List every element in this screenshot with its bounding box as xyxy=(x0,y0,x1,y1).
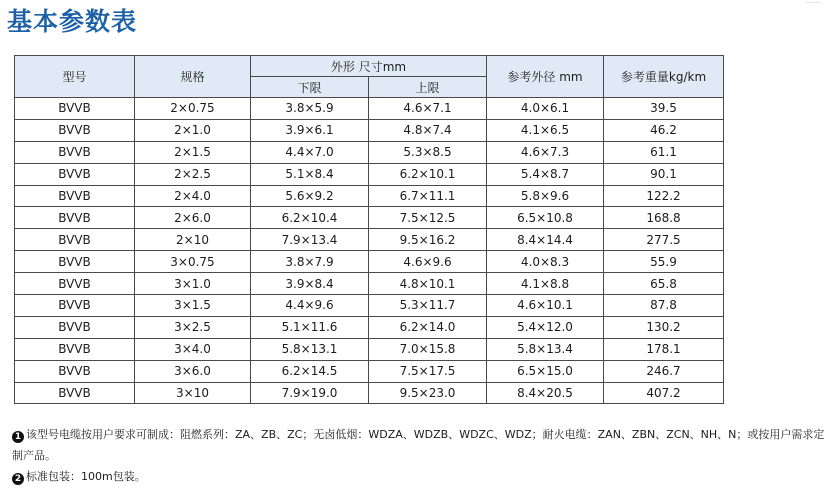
note-2 xyxy=(12,466,828,487)
cell-ref-outer-diameter: 5.8×9.6 xyxy=(487,185,604,207)
table-row xyxy=(15,119,724,141)
cell-ref-weight: 168.8 xyxy=(604,207,724,229)
cell-spec: 2×1.0 xyxy=(135,119,251,141)
cell-spec: 2×2.5 xyxy=(135,163,251,185)
cell-model: BVVB xyxy=(15,163,135,185)
table-row xyxy=(15,229,724,251)
cell-spec: 2×4.0 xyxy=(135,185,251,207)
note-marker-2: 2 xyxy=(12,473,24,485)
cell-model: BVVB xyxy=(15,273,135,295)
cell-ref-outer-diameter: 4.1×6.5 xyxy=(487,119,604,141)
table-row xyxy=(15,316,724,338)
table-body xyxy=(15,98,724,404)
cell-spec: 3×10 xyxy=(135,382,251,404)
table-row xyxy=(15,163,724,185)
cell-upper-limit: 6.2×10.1 xyxy=(369,163,487,185)
cell-ref-outer-diameter: 5.4×12.0 xyxy=(487,316,604,338)
cell-lower-limit: 7.9×19.0 xyxy=(251,382,369,404)
cell-ref-weight: 277.5 xyxy=(604,229,724,251)
note-marker-1: 1 xyxy=(12,431,24,443)
cell-spec: 2×10 xyxy=(135,229,251,251)
cell-spec: 3×1.0 xyxy=(135,273,251,295)
cell-spec: 3×2.5 xyxy=(135,316,251,338)
table-row xyxy=(15,382,724,404)
cell-ref-outer-diameter: 4.6×10.1 xyxy=(487,295,604,317)
cell-ref-weight: 39.5 xyxy=(604,98,724,120)
cell-lower-limit: 6.2×14.5 xyxy=(251,360,369,382)
parameter-table xyxy=(14,55,724,404)
cell-ref-weight: 90.1 xyxy=(604,163,724,185)
cell-ref-outer-diameter: 4.1×8.8 xyxy=(487,273,604,295)
cell-ref-weight: 246.7 xyxy=(604,360,724,382)
table-row xyxy=(15,251,724,273)
cell-lower-limit: 4.4×7.0 xyxy=(251,141,369,163)
cell-ref-weight: 55.9 xyxy=(604,251,724,273)
table-row xyxy=(15,185,724,207)
header-upper-limit: 上限 xyxy=(369,77,487,98)
cell-upper-limit: 6.7×11.1 xyxy=(369,185,487,207)
cell-ref-weight: 130.2 xyxy=(604,316,724,338)
cell-ref-outer-diameter: 5.4×8.7 xyxy=(487,163,604,185)
cell-lower-limit: 3.9×6.1 xyxy=(251,119,369,141)
cell-ref-outer-diameter: 5.8×13.4 xyxy=(487,338,604,360)
cell-model: BVVB xyxy=(15,98,135,120)
header-model: 型号 xyxy=(15,56,135,98)
table-row xyxy=(15,98,724,120)
cell-upper-limit: 9.5×16.2 xyxy=(369,229,487,251)
cell-spec: 3×4.0 xyxy=(135,338,251,360)
cell-spec: 3×1.5 xyxy=(135,295,251,317)
cell-ref-weight: 46.2 xyxy=(604,119,724,141)
cell-upper-limit: 5.3×11.7 xyxy=(369,295,487,317)
cell-ref-outer-diameter: 4.6×7.3 xyxy=(487,141,604,163)
cell-ref-weight: 407.2 xyxy=(604,382,724,404)
cell-ref-outer-diameter: 4.0×8.3 xyxy=(487,251,604,273)
cell-upper-limit: 4.8×7.4 xyxy=(369,119,487,141)
notes xyxy=(12,424,828,487)
cell-lower-limit: 3.8×5.9 xyxy=(251,98,369,120)
header-lower-limit: 下限 xyxy=(251,77,369,98)
cell-spec: 2×0.75 xyxy=(135,98,251,120)
note-text-2: 标准包装：100m包装。 xyxy=(26,470,146,483)
cell-upper-limit: 7.5×17.5 xyxy=(369,360,487,382)
cell-spec: 2×1.5 xyxy=(135,141,251,163)
cell-lower-limit: 5.6×9.2 xyxy=(251,185,369,207)
cell-model: BVVB xyxy=(15,316,135,338)
cell-model: BVVB xyxy=(15,185,135,207)
cell-spec: 2×6.0 xyxy=(135,207,251,229)
cell-ref-outer-diameter: 8.4×20.5 xyxy=(487,382,604,404)
cell-ref-weight: 65.8 xyxy=(604,273,724,295)
cell-upper-limit: 5.3×8.5 xyxy=(369,141,487,163)
cell-model: BVVB xyxy=(15,251,135,273)
cell-ref-outer-diameter: 6.5×15.0 xyxy=(487,360,604,382)
decorative-line xyxy=(806,2,820,13)
cell-model: BVVB xyxy=(15,360,135,382)
header-ref-weight: 参考重量kg/km xyxy=(604,56,724,98)
cell-ref-weight: 87.8 xyxy=(604,295,724,317)
cell-upper-limit: 4.8×10.1 xyxy=(369,273,487,295)
cell-model: BVVB xyxy=(15,141,135,163)
cell-model: BVVB xyxy=(15,338,135,360)
cell-ref-outer-diameter: 6.5×10.8 xyxy=(487,207,604,229)
note-1 xyxy=(12,424,828,466)
cell-ref-outer-diameter: 8.4×14.4 xyxy=(487,229,604,251)
cell-spec: 3×6.0 xyxy=(135,360,251,382)
cell-model: BVVB xyxy=(15,295,135,317)
cell-lower-limit: 3.9×8.4 xyxy=(251,273,369,295)
table-row xyxy=(15,360,724,382)
cell-lower-limit: 5.1×8.4 xyxy=(251,163,369,185)
cell-ref-weight: 122.2 xyxy=(604,185,724,207)
header-ref-outer-diameter: 参考外径 mm xyxy=(487,56,604,98)
cell-model: BVVB xyxy=(15,229,135,251)
cell-lower-limit: 3.8×7.9 xyxy=(251,251,369,273)
table-row xyxy=(15,207,724,229)
cell-upper-limit: 7.0×15.8 xyxy=(369,338,487,360)
cell-lower-limit: 5.1×11.6 xyxy=(251,316,369,338)
cell-upper-limit: 7.5×12.5 xyxy=(369,207,487,229)
cell-model: BVVB xyxy=(15,119,135,141)
note-text-1: 该型号电缆按用户要求可制成：阻燃系列：ZA、ZB、ZC；无卤低烟：WDZA、WDZB、WDZC、WDZ；耐火电缆：ZAN、ZBN、ZCN、NH、N；或按用户需求定制产品。 xyxy=(12,428,825,462)
cell-upper-limit: 6.2×14.0 xyxy=(369,316,487,338)
cell-upper-limit: 4.6×7.1 xyxy=(369,98,487,120)
cell-spec: 3×0.75 xyxy=(135,251,251,273)
table-row xyxy=(15,141,724,163)
table-header-row xyxy=(15,56,724,77)
cell-lower-limit: 4.4×9.6 xyxy=(251,295,369,317)
page-title: 基本参数表 xyxy=(7,7,138,36)
header-spec: 规格 xyxy=(135,56,251,98)
cell-upper-limit: 4.6×9.6 xyxy=(369,251,487,273)
cell-ref-weight: 178.1 xyxy=(604,338,724,360)
cell-model: BVVB xyxy=(15,382,135,404)
cell-ref-weight: 61.1 xyxy=(604,141,724,163)
header-dimensions: 外形 尺寸mm xyxy=(251,56,487,77)
table-row xyxy=(15,273,724,295)
table-row xyxy=(15,338,724,360)
cell-lower-limit: 5.8×13.1 xyxy=(251,338,369,360)
cell-upper-limit: 9.5×23.0 xyxy=(369,382,487,404)
cell-model: BVVB xyxy=(15,207,135,229)
table-row xyxy=(15,295,724,317)
cell-ref-outer-diameter: 4.0×6.1 xyxy=(487,98,604,120)
cell-lower-limit: 7.9×13.4 xyxy=(251,229,369,251)
cell-lower-limit: 6.2×10.4 xyxy=(251,207,369,229)
